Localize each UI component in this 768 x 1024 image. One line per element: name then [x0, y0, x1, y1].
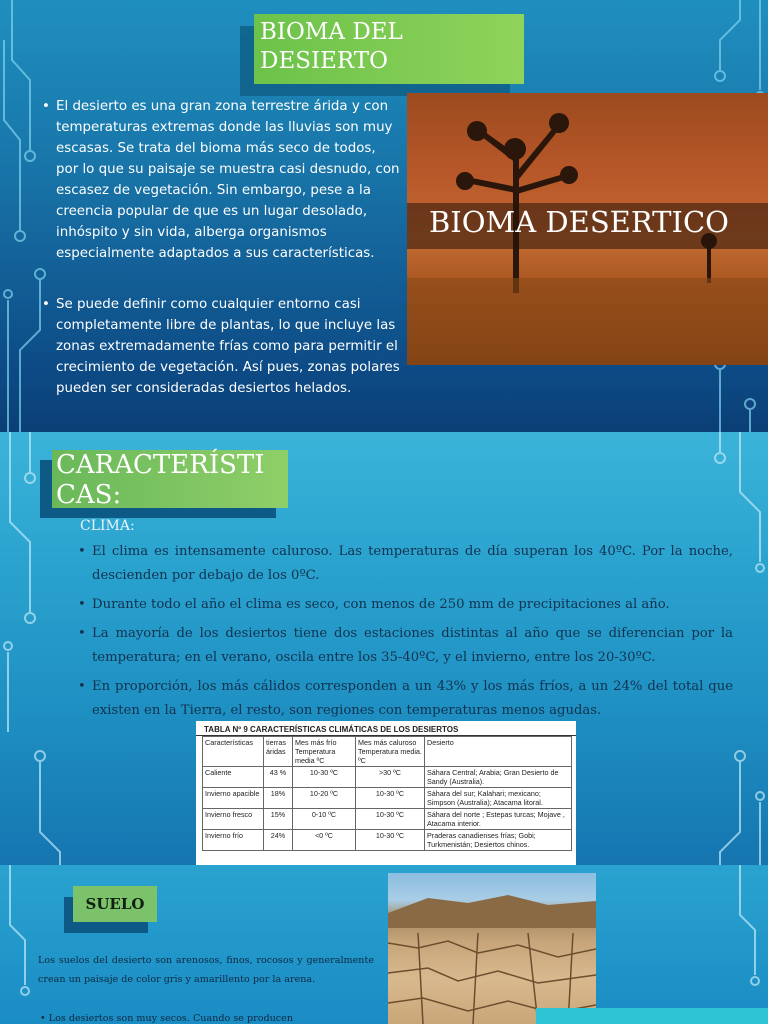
section-subtitle: CLIMA:: [80, 518, 135, 534]
table-cell: Praderas canadienses frías; Gobi; Turkmenistán; Desiertos chinos.: [425, 830, 572, 851]
slide-title: CARACTERÍSTI CAS:: [52, 450, 288, 508]
slide-title: SUELO: [73, 886, 157, 922]
table-row: [203, 767, 572, 788]
table-cell: Caliente: [203, 767, 264, 788]
bullet-item: • El desierto es una gran zona terrestre árida y con temperaturas extremas donde las lluvias son muy escasas. Se trata del bioma más seco de todos, por lo que su paisaje se muestra casi desnudo, con escasez de vegetación. Sin embargo, pese a la creencia popular de que es un lugar desolado, inhóspito y sin vida, alberga organismos especialmente adaptados a sus características.: [40, 96, 400, 264]
bullet-item: • Durante todo el año el clima es seco, con menos de 250 mm de precipitaciones al año.: [78, 593, 733, 617]
bullet-item: • En proporción, los más cálidos corresponden a un 43% y los más fríos, a un 24% del total que existen en la Tierra, el resto, son regiones con temperaturas menos agudas.: [78, 675, 733, 723]
paragraph: Los suelos del desierto son arenosos, finos, rocosos y generalmente crean un paisaje de color gris y amarillento por la arena.: [38, 955, 374, 985]
table-cell: <0 ºC: [293, 830, 356, 851]
desert-photo: [407, 93, 768, 365]
table-cell: Invierno frío: [203, 830, 264, 851]
slide-bioma-del-desierto: [0, 0, 768, 432]
accent-block: [536, 1008, 768, 1024]
table-row: [203, 809, 572, 830]
table-cell: 10-30 ºC: [356, 788, 425, 809]
table-cell: 0-10 ºC: [293, 809, 356, 830]
table-cell: Invierno apacible: [203, 788, 264, 809]
bullet-item: • Se puede definir como cualquier entorno casi completamente libre de plantas, lo que incluye las zonas extremadamente frías como para permitir el crecimiento de vegetación. Así pues, zonas polares pueden ser consideradas desiertos helados.: [40, 294, 400, 399]
table-caption: TABLA Nº 9 CARACTERÍSTICAS CLIMÁTICAS DE LOS DESIERTOS: [196, 721, 576, 736]
table-cell: Sáhara del sur; Kalahari; mexicano; Simpson (Australia); Atacama litoral.: [425, 788, 572, 809]
table-header: tierras áridas: [264, 737, 293, 767]
table-header-row: [203, 737, 572, 767]
table-cell: 15%: [264, 809, 293, 830]
table-cell: Invierno fresco: [203, 809, 264, 830]
table: [202, 736, 572, 851]
slide-title: BIOMA DEL DESIERTO: [254, 14, 524, 84]
table-header: Características: [203, 737, 264, 767]
slide-suelo: [0, 865, 768, 1024]
circuit-decoration-right: [720, 865, 768, 1024]
table-cell: 43 %: [264, 767, 293, 788]
table-cell: Sáhara del norte ; Estepas turcas; Mojave , Atacama interior.: [425, 809, 572, 830]
table-cell: 18%: [264, 788, 293, 809]
table-cell: Sáhara Central; Arabia; Gran Desierto de Sandy (Australia).: [425, 767, 572, 788]
table-row: [203, 788, 572, 809]
table-cell: 10-30 ºC: [356, 830, 425, 851]
cracked-soil-photo: [388, 873, 596, 1024]
bullet-item: • El clima es intensamente caluroso. Las temperaturas de día superan los 40ºC. Por la noche, descienden por debajo de los 0ºC.: [78, 540, 733, 588]
bullet-list: [40, 96, 400, 429]
table-header: Mes más frío Temperatura media ºC: [293, 737, 356, 767]
slide-caracteristicas: [0, 432, 768, 865]
image-banner-text: BIOMA DESERTICO: [429, 205, 729, 239]
table-cell: 10-30 ºC: [356, 809, 425, 830]
table-cell: 10-20 ºC: [293, 788, 356, 809]
table-row: [203, 830, 572, 851]
climate-table: [196, 721, 576, 865]
bullet-item: • La mayoría de los desiertos tiene dos estaciones distintas al año que se diferencian por la temperatura; en el verano, oscila entre los 35-40ºC, y el invierno, entre los 20-30ºC.: [78, 622, 733, 670]
table-cell: >30 ºC: [356, 767, 425, 788]
table-cell: 10-30 ºC: [293, 767, 356, 788]
table-header: Mes más caluroso Temperatura media. ºC: [356, 737, 425, 767]
table-cell: 24%: [264, 830, 293, 851]
bullet-list: [78, 540, 733, 728]
table-header: Desierto: [425, 737, 572, 767]
cracked-soil-texture: [388, 873, 596, 1024]
circuit-decoration-left: [0, 865, 40, 1024]
paragraph: • Los desiertos son muy secos. Cuando se producen: [40, 1013, 294, 1024]
